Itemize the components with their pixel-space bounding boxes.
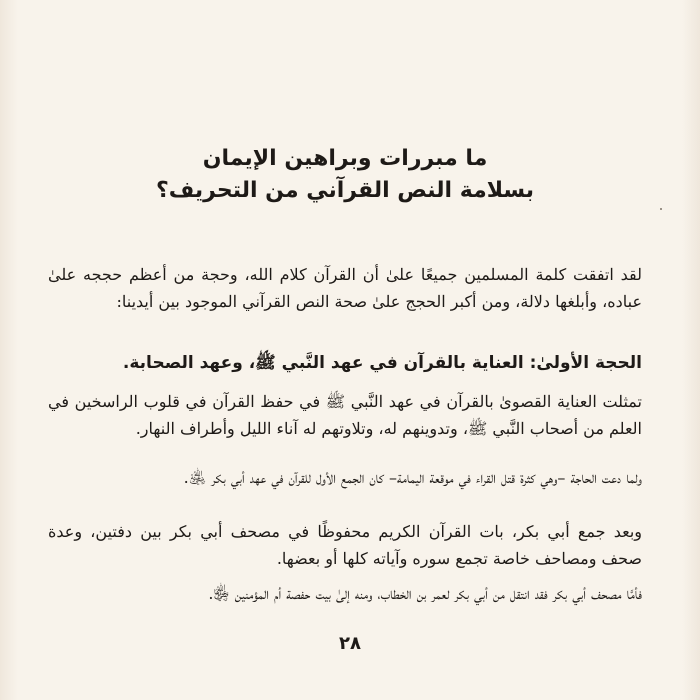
paragraph-after-compilation: وبعد جمع أبي بكر، بات القرآن الكريم محفوظًا في مصحف أبي بكر بين دفتين، وعدة صحف ومصاحف خاصة تجمع سوره وآياته كلها أو بعضها.	[48, 522, 642, 568]
chapter-title-line-1: ما مبررات وبراهين الإيمان	[202, 146, 488, 171]
chapter-title-line-2: بسلامة النص القرآني من التحريف؟	[155, 178, 535, 203]
intro-paragraph: لقد اتفقت كلمة المسلمين جميعًا علىٰ أن القرآن كلام الله، وحجة من أعظم حججه علىٰ عباده، وأبلغها دلالة، ومن أكبر الحجج علىٰ صحة النص القرآني الموجود بين أيدينا:	[48, 265, 642, 311]
page-speck	[660, 208, 662, 210]
paragraph-mushaf-transfer: فأمَّا مصحف أبي بكر فقد انتقل من أبي بكر لعمر بن الخطاب، ومنه إلىٰ بيت حفصة أم المؤمنين ﵂.	[208, 584, 642, 603]
paragraph-care-in-prophet-era: تمثلت العناية القصوىٰ بالقرآن في عهد النَّبي ﷺ في حفظ القرآن في قلوب الراسخين في العلم من أصحاب النَّبي ﷺ، وتدوينهم له، وتلاوتهم له آناء الليل وأطراف النهار.	[48, 392, 642, 438]
first-proof-heading: الحجة الأولىٰ: العناية بالقرآن في عهد النَّبي ﷺ، وعهد الصحابة.	[122, 353, 642, 373]
page-number: ٢٨	[339, 633, 361, 654]
paragraph-first-compilation: ولما دعت الحاجة –وهي كثرة قتل القراء في موقعة اليمامة– كان الجمع الأول للقرآن في عهد أبي بكر ﵁.	[183, 468, 642, 487]
